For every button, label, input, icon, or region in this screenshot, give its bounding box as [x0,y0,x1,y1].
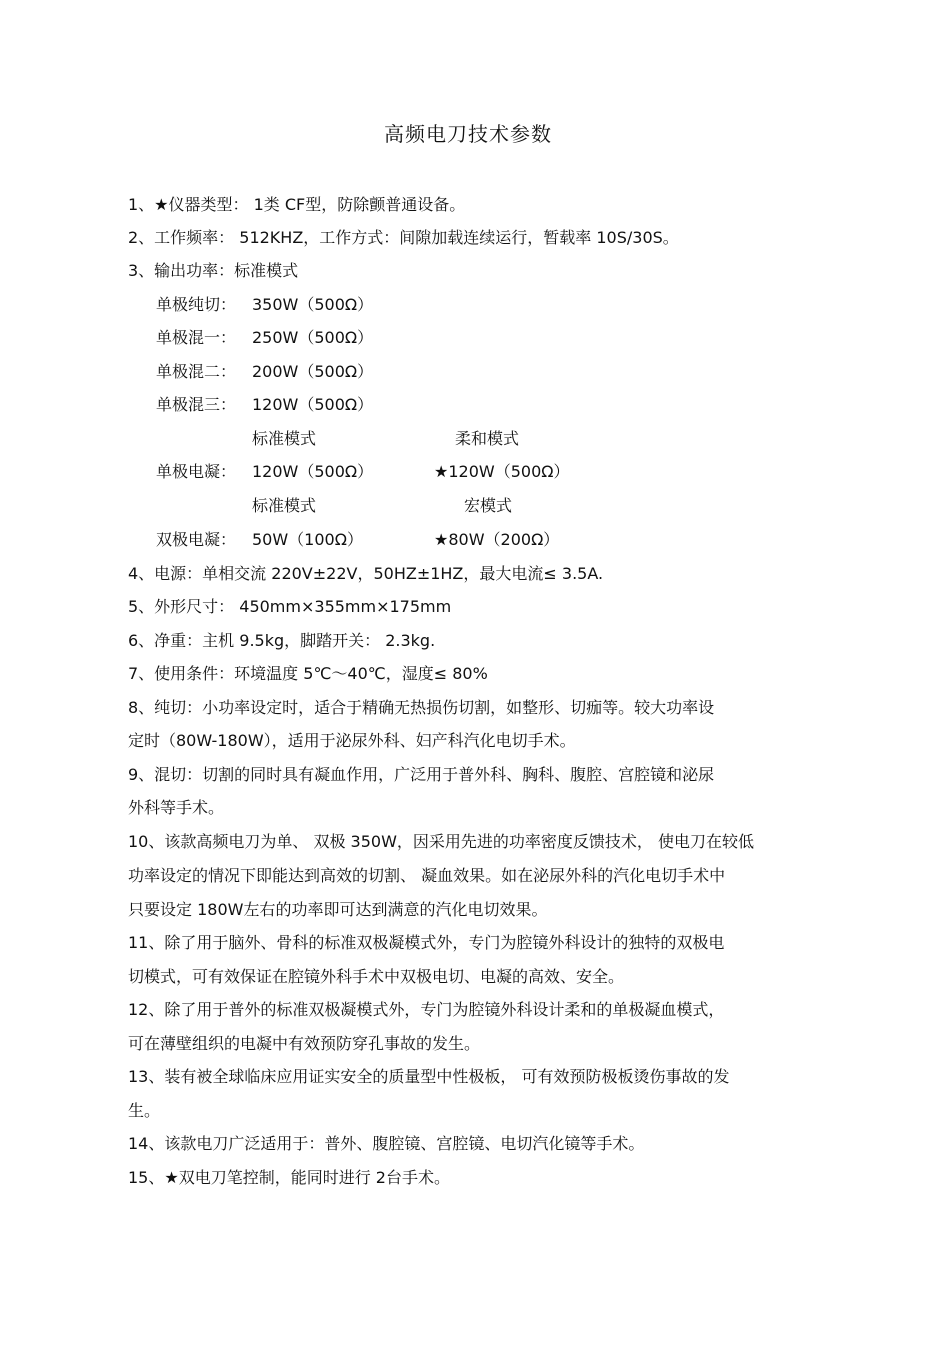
param-5-dimensions: 5、外形尺寸： 450mm×355mm×175mm [128,597,452,616]
bi-coag-label: 双极电凝： [156,530,237,549]
param-2-frequency: 2、工作频率： 512KHZ，工作方式：间隙加载连续运行，暂载率 10S/30S。 [128,228,679,247]
mono-coag-standard-value: 120W（500Ω） [252,462,374,481]
param-3-output-power: 3、输出功率：标准模式 [128,261,299,280]
param-4-power-supply: 4、电源：单相交流 220V±22V，50HZ±1HZ，最大电流≤ 3.5A. [128,564,604,583]
mono-blend3-label: 单极混三： [156,395,237,414]
param-15-dual-pen: 15、★双电刀笔控制，能同时进行 2台手术。 [128,1168,450,1187]
mono-coag-header-standard: 标准模式 [252,429,317,448]
param-10-line-3: 只要设定 180W左右的功率即可达到满意的汽化电切效果。 [128,900,548,919]
mono-coag-header-soft: 柔和模式 [455,429,520,448]
page-title: 高频电刀技术参数 [384,122,552,146]
param-7-conditions: 7、使用条件：环境温度 5℃～40℃，湿度≤ 80% [128,664,488,683]
param-11-line-1: 11、除了用于脑外、骨科的标准双极凝模式外，专门为腔镜外科设计的独特的双极电 [128,933,725,952]
param-14-applications: 14、该款电刀广泛适用于：普外、腹腔镜、宫腔镜、电切汽化镜等手术。 [128,1134,645,1153]
param-10-line-1: 10、该款高频电刀为单、 双极 350W，因采用先进的功率密度反馈技术， 使电刀在较低 [128,832,754,851]
bi-coag-standard-value: 50W（100Ω） [252,530,363,549]
mono-blend2-label: 单极混二： [156,362,237,381]
param-13-line-2: 生。 [128,1101,161,1120]
mono-blend3-value: 120W（500Ω） [252,395,374,414]
param-1-device-type: 1、★仪器类型： 1类 CF型，防除颤普通设备。 [128,195,466,214]
param-13-line-1: 13、装有被全球临床应用证实安全的质量型中性极板， 可有效预防极板烫伤事故的发 [128,1067,730,1086]
bi-coag-header-standard: 标准模式 [252,496,317,515]
param-8-line-2: 定时（80W-180W），适用于泌尿外科、妇产科汽化电切手术。 [128,731,576,750]
param-12-line-2: 可在薄壁组织的电凝中有效预防穿孔事故的发生。 [128,1034,481,1053]
param-8-line-1: 8、纯切：小功率设定时，适合于精确无热损伤切割，如整形、切痂等。较大功率设 [128,698,715,717]
mono-blend1-value: 250W（500Ω） [252,328,374,347]
mono-coag-soft-value: ★120W（500Ω） [434,462,570,481]
bi-coag-macro-value: ★80W（200Ω） [434,530,560,549]
param-9-line-2: 外科等手术。 [128,798,225,817]
param-9-line-1: 9、混切：切割的同时具有凝血作用，广泛用于普外科、胸科、腹腔、宫腔镜和泌尿 [128,765,715,784]
param-10-line-2: 功率设定的情况下即能达到高效的切割、 凝血效果。如在泌尿外科的汽化电切手术中 [128,866,726,885]
mono-blend2-value: 200W（500Ω） [252,362,374,381]
param-11-line-2: 切模式，可有效保证在腔镜外科手术中双极电切、电凝的高效、安全。 [128,967,625,986]
param-6-net-weight: 6、净重：主机 9.5kg，脚踏开关： 2.3kg. [128,631,436,650]
bi-coag-header-macro: 宏模式 [464,496,513,515]
mono-pure-cut-label: 单极纯切： [156,295,237,314]
param-12-line-1: 12、除了用于普外的标准双极凝模式外，专门为腔镜外科设计柔和的单极凝血模式， [128,1000,725,1019]
mono-pure-cut-value: 350W（500Ω） [252,295,374,314]
mono-blend1-label: 单极混一： [156,328,237,347]
mono-coag-label: 单极电凝： [156,462,237,481]
